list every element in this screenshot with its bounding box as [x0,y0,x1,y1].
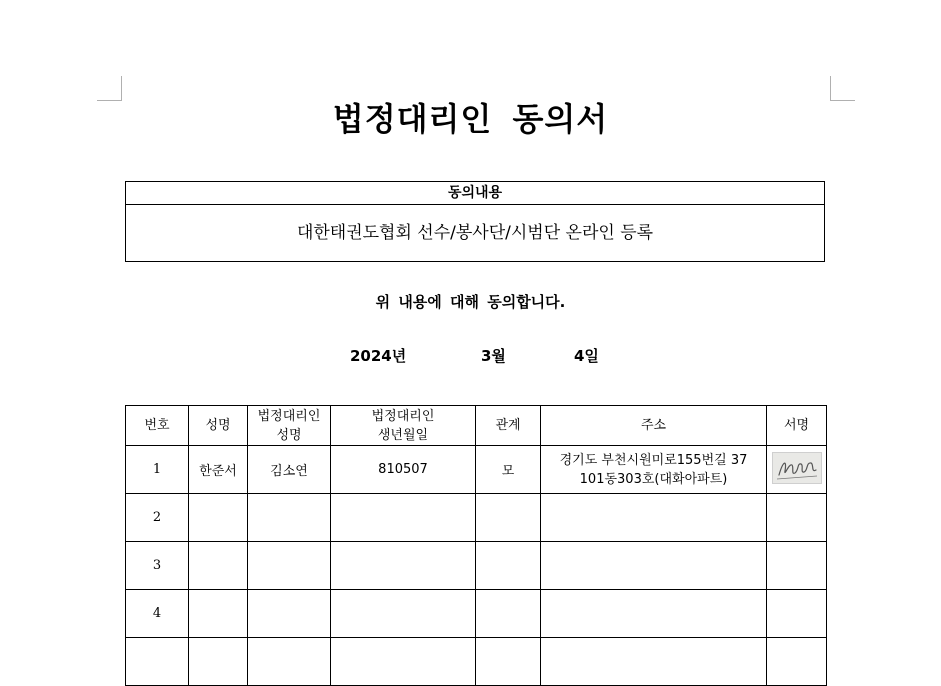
row-signature [767,494,827,542]
row-guardian [248,590,331,638]
date-day: 4일 [574,347,599,365]
row-address [541,446,767,494]
table-row [126,542,827,590]
row-number: 3 [126,542,189,590]
table-row [126,446,827,494]
row-number: 2 [126,494,189,542]
row-guardian [248,494,331,542]
row-guardian: 김소연 [248,446,331,494]
header-address: 주소 [541,406,767,446]
row-birth [331,590,476,638]
table-row [126,590,827,638]
row-name [189,590,248,638]
row-relation [476,590,541,638]
header-signature: 서명 [767,406,827,446]
consent-header: 동의내용 [126,182,824,205]
table-row [126,494,827,542]
header-number: 번호 [126,406,189,446]
signature-image [772,452,822,484]
row-name [189,494,248,542]
row-relation [476,542,541,590]
row-address [541,494,767,542]
consent-box [125,181,825,262]
date-month: 3월 [481,347,506,365]
row-name [189,542,248,590]
guardian-table [125,405,827,686]
row-address [541,542,767,590]
row-guardian [248,542,331,590]
header-name: 성명 [189,406,248,446]
row-signature [767,446,827,494]
row-birth: 810507 [331,446,476,494]
header-relation: 관계 [476,406,541,446]
row-signature [767,590,827,638]
row-relation [476,494,541,542]
handwritten-signature-icon [773,453,821,483]
consent-body: 대한태권도협회 선수/봉사단/시범단 온라인 등록 [296,223,654,243]
document-title: 법정대리인 동의서 [332,100,609,138]
agree-statement: 위 내용에 대해 동의합니다. [375,293,566,311]
header-guardian-name: 법정대리인 성명 [248,406,331,446]
row-name: 한준서 [189,446,248,494]
row-number: 4 [126,590,189,638]
address-line-2: 101동303호(대화아파트) [579,471,728,487]
row-signature [767,542,827,590]
row-birth [331,494,476,542]
row-address [541,590,767,638]
row-birth [331,542,476,590]
address-line-1: 경기도 부천시원미로155번길 37 [559,452,748,468]
row-number: 1 [126,446,189,494]
table-row-partial [126,638,827,686]
row-relation: 모 [476,446,541,494]
date-year: 2024년 [350,347,407,365]
header-guardian-birth: 법정대리인 생년월일 [331,406,476,446]
table-header-row [126,406,827,446]
